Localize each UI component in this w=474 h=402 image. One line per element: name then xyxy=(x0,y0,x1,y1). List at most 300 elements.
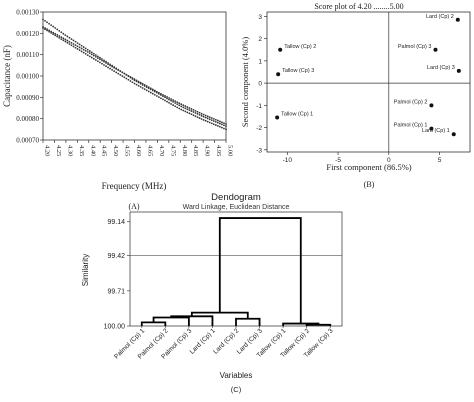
a-series-2-point xyxy=(217,120,219,122)
a-series-3-point xyxy=(178,108,180,110)
a-series-3-point xyxy=(207,121,209,123)
panel-b-points xyxy=(275,14,461,136)
a-series-2-point xyxy=(189,107,191,109)
a-series-2-point xyxy=(215,119,217,121)
a-series-3-point xyxy=(77,48,79,50)
a-series-3-point xyxy=(223,128,225,130)
b-score-point xyxy=(429,103,433,107)
a-series-2-point xyxy=(73,43,75,45)
b-score-point xyxy=(276,72,280,76)
a-series-2-point xyxy=(60,36,62,38)
a-series-3-point xyxy=(56,36,58,38)
a-series-1-point xyxy=(58,30,60,32)
a-y-tick-label: 0.00090 xyxy=(16,93,39,102)
a-series-1-point xyxy=(79,44,81,46)
a-series-1-point xyxy=(91,51,93,53)
a-series-3-point xyxy=(73,46,75,48)
a-series-1-point xyxy=(54,27,56,29)
panel-b-label: (B) xyxy=(363,180,375,189)
a-series-3-point xyxy=(115,71,117,73)
c-y-tick-label: 99.14 xyxy=(107,219,125,227)
a-series-1-point xyxy=(213,120,215,122)
b-score-point xyxy=(456,18,460,22)
a-series-3-point xyxy=(46,30,48,32)
a-series-3-point xyxy=(176,106,178,108)
a-series-1-point xyxy=(46,21,48,23)
a-series-2-point xyxy=(62,37,64,39)
a-series-1-point xyxy=(176,103,178,105)
a-series-1-point xyxy=(168,99,170,101)
a-series-1-point xyxy=(77,42,79,44)
a-series-2-point xyxy=(195,110,197,112)
a-series-3-point xyxy=(195,115,197,117)
a-series-1-point xyxy=(56,29,58,31)
a-x-tick-label: 4.80 xyxy=(180,145,188,157)
b-point-label: Lard (Cp) 1 xyxy=(421,128,450,135)
a-series-3-point xyxy=(172,104,174,106)
a-series-2-point xyxy=(166,96,168,98)
a-series-3-point xyxy=(199,117,201,119)
a-series-3-point xyxy=(189,112,191,114)
a-series-3-point xyxy=(193,114,195,116)
a-x-tick-label: 4.85 xyxy=(192,145,200,157)
a-series-2-point xyxy=(164,95,166,97)
a-series-1-point xyxy=(50,24,52,26)
a-series-2-point xyxy=(130,76,132,78)
a-series-2-point xyxy=(113,67,115,69)
panel-b-axes xyxy=(256,12,470,164)
a-x-tick-label: 4.65 xyxy=(146,145,154,157)
a-series-1-point xyxy=(180,105,182,107)
a-series-3-point xyxy=(144,88,146,90)
a-series-2-point xyxy=(156,91,158,93)
a-series-1-point xyxy=(73,40,75,42)
a-series-3-point xyxy=(130,80,132,82)
a-series-1-point xyxy=(219,123,221,125)
a-series-2-point xyxy=(146,85,148,87)
c-leaf-label: Palmol (Cp) 3 xyxy=(160,327,194,361)
a-series-1-point xyxy=(217,122,219,124)
a-series-3-point xyxy=(117,73,119,75)
a-series-3-point xyxy=(225,128,227,130)
a-series-3-point xyxy=(54,34,56,36)
a-series-2-point xyxy=(205,115,207,117)
panel-c-dendrogram xyxy=(130,218,342,326)
a-x-tick-label: 4.20 xyxy=(43,145,51,157)
a-series-2-point xyxy=(178,102,180,104)
a-y-tick-label: 0.00120 xyxy=(16,29,39,38)
a-series-3-point xyxy=(136,84,138,86)
a-series-1-point xyxy=(172,101,174,103)
a-series-3-point xyxy=(64,41,66,43)
a-series-3-point xyxy=(170,103,172,105)
b-x-tick-label: 5 xyxy=(437,157,442,164)
a-series-1-point xyxy=(44,20,46,22)
b-x-tick-label: -5 xyxy=(335,157,341,164)
a-series-1-point xyxy=(215,121,217,123)
panel-b xyxy=(240,2,470,189)
a-series-2-point xyxy=(69,41,71,43)
a-series-3-point xyxy=(121,75,123,77)
a-series-3-point xyxy=(150,92,152,94)
c-leaf-label: Tallow (Cp) 2 xyxy=(279,327,312,360)
a-x-tick-label: 4.55 xyxy=(123,145,131,157)
a-series-3-point xyxy=(105,65,107,67)
a-series-3-point xyxy=(109,68,111,70)
a-series-1-point xyxy=(225,125,227,127)
a-series-1-point xyxy=(97,55,99,57)
a-y-tick-label: 0.00130 xyxy=(16,8,39,17)
a-series-2-point xyxy=(109,65,111,67)
a-series-1-point xyxy=(75,41,77,43)
a-series-1-point xyxy=(186,108,188,110)
a-series-3-point xyxy=(42,27,44,29)
a-series-2-point xyxy=(223,122,225,124)
a-series-1-point xyxy=(93,53,95,55)
a-series-2-point xyxy=(184,105,186,107)
a-series-3-point xyxy=(180,109,182,111)
a-series-2-point xyxy=(191,108,193,110)
a-series-1-point xyxy=(89,50,91,52)
c-y-tick-label: 99.42 xyxy=(107,253,125,261)
a-series-1-point xyxy=(184,107,186,109)
a-series-2-point xyxy=(56,34,58,36)
a-series-1-point xyxy=(195,112,197,114)
a-series-2-point xyxy=(209,116,211,118)
a-series-3-point xyxy=(107,67,109,69)
a-series-1-point xyxy=(52,26,54,28)
a-series-2-point xyxy=(219,121,221,123)
a-series-2-point xyxy=(142,83,144,85)
a-series-2-point xyxy=(115,68,117,70)
a-series-2-point xyxy=(89,52,91,54)
panel-a-x-label: Frequency (MHz) xyxy=(101,181,167,191)
a-series-3-point xyxy=(93,58,95,60)
a-series-3-point xyxy=(197,116,199,118)
c-leaf-label: Lard (Cp) 1 xyxy=(188,327,217,356)
panel-a-label: (A) xyxy=(128,202,140,211)
a-series-2-point xyxy=(136,79,138,81)
b-score-point xyxy=(275,116,279,120)
a-series-2-point xyxy=(168,97,170,99)
a-series-1-point xyxy=(60,31,62,33)
a-x-tick-label: 4.45 xyxy=(100,145,108,157)
a-series-1-point xyxy=(48,23,50,25)
a-series-2-point xyxy=(180,103,182,105)
a-series-3-point xyxy=(123,76,125,78)
a-x-tick-label: 4.25 xyxy=(54,145,62,157)
a-series-3-point xyxy=(85,53,87,55)
a-series-3-point xyxy=(217,125,219,127)
b-x-tick-label: 0 xyxy=(386,157,391,164)
a-series-3-point xyxy=(184,111,186,113)
a-series-2-point xyxy=(75,44,77,46)
a-series-1-point xyxy=(178,104,180,106)
a-series-2-point xyxy=(144,84,146,86)
a-series-2-point xyxy=(87,51,89,53)
a-series-2-point xyxy=(83,49,85,51)
a-y-tick-label: 0.00100 xyxy=(16,72,39,81)
a-series-3-point xyxy=(182,110,184,112)
a-series-3-point xyxy=(146,89,148,91)
a-series-2-point xyxy=(170,98,172,100)
a-series-3-point xyxy=(91,57,93,59)
a-series-3-point xyxy=(221,127,223,129)
a-series-1-point xyxy=(62,33,64,35)
a-series-1-point xyxy=(87,49,89,51)
a-series-1-point xyxy=(67,36,69,38)
a-series-2-point xyxy=(71,42,73,44)
a-series-3-point xyxy=(205,120,207,122)
panel-b-title: Score plot of 4.20 ........5.00 xyxy=(314,2,404,11)
a-series-1-point xyxy=(207,118,209,120)
c-y-tick-label: 99.71 xyxy=(107,288,125,296)
a-series-2-point xyxy=(148,86,150,88)
panel-c-plot-frame xyxy=(130,212,342,326)
a-x-tick-label: 4.70 xyxy=(157,145,165,157)
a-series-2-point xyxy=(140,82,142,84)
panel-c-y-ticks xyxy=(104,219,130,330)
c-leaf-label: Lard (Cp) 2 xyxy=(212,327,241,356)
panel-b-y-label: Second component (4.0%) xyxy=(240,36,250,128)
a-series-2-point xyxy=(160,93,162,95)
a-series-2-point xyxy=(64,39,66,41)
a-series-3-point xyxy=(60,38,62,40)
a-series-3-point xyxy=(71,44,73,46)
a-x-tick-label: 5.00 xyxy=(226,145,234,157)
a-series-1-point xyxy=(99,57,101,59)
c-leaf-label: Palmol (Cp) 1 xyxy=(113,327,147,361)
a-series-3-point xyxy=(101,63,103,65)
a-series-1-point xyxy=(191,110,193,112)
a-x-tick-label: 4.40 xyxy=(89,145,97,157)
a-series-3-point xyxy=(160,97,162,99)
b-score-point xyxy=(457,69,461,73)
a-series-3-point xyxy=(148,91,150,93)
a-series-3-point xyxy=(174,105,176,107)
a-series-1-point xyxy=(189,109,191,111)
c-leaf-label: Palmol (Cp) 2 xyxy=(136,327,170,361)
a-series-2-point xyxy=(85,50,87,52)
a-y-tick-label: 0.00110 xyxy=(16,51,39,60)
a-series-2-point xyxy=(176,101,178,103)
a-series-1-point xyxy=(174,102,176,104)
b-point-label: Palmol (Cp) 1 xyxy=(393,122,428,129)
a-series-3-point xyxy=(67,42,69,44)
a-series-3-point xyxy=(166,101,168,103)
a-series-2-point xyxy=(193,109,195,111)
b-score-point xyxy=(278,48,282,52)
a-series-2-point xyxy=(93,55,95,57)
a-series-1-point xyxy=(81,45,83,47)
c-y-tick-label: 100.00 xyxy=(103,323,125,331)
a-series-3-point xyxy=(215,124,217,126)
a-series-3-point xyxy=(83,52,85,54)
a-series-3-point xyxy=(69,43,71,45)
a-series-2-point xyxy=(174,100,176,102)
c-leaf-label: Lard (Cp) 3 xyxy=(235,327,264,356)
a-series-2-point xyxy=(213,118,215,120)
a-x-tick-label: 4.95 xyxy=(215,145,223,157)
a-x-tick-label: 4.30 xyxy=(66,145,74,157)
c-merge-link-3 xyxy=(236,319,260,326)
a-series-1-point xyxy=(205,117,207,119)
a-x-tick-label: 4.75 xyxy=(169,145,177,157)
a-series-1-point xyxy=(83,46,85,48)
panel-a-y-label: Capacitance (nF) xyxy=(2,45,12,107)
b-y-tick-label: 1 xyxy=(258,58,262,66)
a-series-3-point xyxy=(156,95,158,97)
a-x-tick-label: 4.60 xyxy=(135,145,142,157)
a-series-3-point xyxy=(97,60,99,62)
a-series-3-point xyxy=(186,111,188,113)
a-series-2-point xyxy=(132,77,134,79)
a-series-3-point xyxy=(138,85,140,87)
b-point-label: Palmol (Cp) 2 xyxy=(393,99,428,106)
a-series-3-point xyxy=(219,126,221,128)
a-series-3-point xyxy=(95,59,97,61)
b-y-tick-label: -3 xyxy=(256,147,262,155)
a-series-3-point xyxy=(81,51,83,53)
c-leaf-label: Tallow (Cp) 3 xyxy=(302,327,335,360)
a-series-1-point xyxy=(211,119,213,121)
panel-a-points xyxy=(42,19,227,131)
a-series-3-point xyxy=(58,37,60,39)
a-series-2-point xyxy=(207,115,209,117)
a-series-2-point xyxy=(105,62,107,64)
c-leaf-label: Tallow (Cp) 1 xyxy=(255,327,288,360)
a-series-2-point xyxy=(58,35,60,37)
a-series-3-point xyxy=(48,31,50,33)
a-series-3-point xyxy=(134,83,136,85)
a-series-3-point xyxy=(191,113,193,115)
b-y-tick-label: 0 xyxy=(258,80,262,88)
a-series-3-point xyxy=(103,64,105,66)
a-series-3-point xyxy=(152,93,154,95)
a-series-3-point xyxy=(142,87,144,89)
b-x-tick-label: -10 xyxy=(282,157,293,164)
a-series-1-point xyxy=(199,114,201,116)
a-y-tick-label: 0.00080 xyxy=(16,115,39,124)
a-series-2-point xyxy=(197,111,199,113)
a-series-2-point xyxy=(201,113,203,115)
a-series-2-point xyxy=(199,112,201,114)
a-series-2-point xyxy=(203,114,205,116)
a-series-1-point xyxy=(69,37,71,39)
b-point-label: Tallow (Cp) 2 xyxy=(284,43,317,50)
panel-c-title: Dendogram xyxy=(211,192,261,203)
a-series-2-point xyxy=(79,47,81,49)
a-series-3-point xyxy=(154,94,156,96)
a-series-1-point xyxy=(85,48,87,50)
panel-c-subtitle: Ward Linkage, Euclidean Distance xyxy=(182,204,290,211)
a-series-1-point xyxy=(201,115,203,117)
panel-c-x-label: Variables xyxy=(219,371,253,380)
a-series-3-point xyxy=(168,102,170,104)
c-merge-link-1 xyxy=(142,322,166,326)
a-x-tick-label: 4.35 xyxy=(77,145,85,157)
a-series-2-point xyxy=(125,74,127,76)
a-series-3-point xyxy=(164,100,166,102)
a-series-3-point xyxy=(162,98,164,100)
a-series-1-point xyxy=(221,124,223,126)
a-series-3-point xyxy=(140,86,142,88)
a-series-2-point xyxy=(138,81,140,83)
a-series-1-point xyxy=(182,106,184,108)
c-merge-link-8 xyxy=(220,218,301,324)
a-series-3-point xyxy=(99,62,101,64)
b-y-tick-label: 3 xyxy=(258,13,262,21)
a-series-3-point xyxy=(62,39,64,41)
panel-b-x-label: First component (86.5%) xyxy=(326,162,412,172)
a-series-3-point xyxy=(158,96,160,98)
panel-c-leaf-labels xyxy=(113,326,335,361)
b-score-point xyxy=(452,132,456,136)
a-series-2-point xyxy=(99,58,101,60)
a-series-2-point xyxy=(225,123,227,125)
a-series-2-point xyxy=(221,121,223,123)
a-series-2-point xyxy=(158,92,160,94)
a-series-2-point xyxy=(172,99,174,101)
a-series-1-point xyxy=(193,111,195,113)
a-series-3-point xyxy=(113,70,115,72)
a-series-3-point xyxy=(119,74,121,76)
panel-c-label: (C) xyxy=(230,385,242,394)
a-series-3-point xyxy=(111,69,113,71)
a-series-2-point xyxy=(150,87,152,89)
a-series-3-point xyxy=(213,123,215,125)
a-series-2-point xyxy=(211,117,213,119)
a-series-2-point xyxy=(152,89,154,91)
panel-c xyxy=(81,192,342,394)
a-x-tick-label: 4.90 xyxy=(203,145,211,157)
a-series-2-point xyxy=(77,45,79,47)
panel-a-plot-frame xyxy=(43,12,226,140)
a-series-1-point xyxy=(42,19,44,21)
a-series-1-point xyxy=(71,38,73,40)
a-series-3-point xyxy=(127,79,129,81)
a-series-2-point xyxy=(127,75,129,77)
b-point-label: Tallow (Cp) 3 xyxy=(282,68,315,75)
a-series-3-point xyxy=(87,54,89,56)
a-series-2-point xyxy=(97,57,99,59)
a-series-2-point xyxy=(123,73,125,75)
a-series-1-point xyxy=(203,116,205,118)
a-series-3-point xyxy=(50,32,52,34)
b-y-tick-label: -2 xyxy=(256,125,262,133)
a-series-2-point xyxy=(67,40,69,42)
a-series-2-point xyxy=(186,106,188,108)
a-series-3-point xyxy=(203,119,205,121)
a-series-2-point xyxy=(111,66,113,68)
a-series-1-point xyxy=(95,54,97,56)
a-series-2-point xyxy=(117,69,119,71)
a-series-2-point xyxy=(119,70,121,72)
a-series-1-point xyxy=(209,118,211,120)
b-score-point xyxy=(433,48,437,52)
a-series-3-point xyxy=(209,122,211,124)
panel-c-y-label: Similarity xyxy=(81,253,90,287)
a-series-3-point xyxy=(132,81,134,83)
a-series-3-point xyxy=(52,33,54,35)
a-series-2-point xyxy=(101,60,103,62)
a-series-3-point xyxy=(44,28,46,30)
a-series-1-point xyxy=(64,34,66,36)
a-series-2-point xyxy=(54,33,56,35)
b-point-label: Lard (Cp) 2 xyxy=(425,13,454,20)
panel-a-y-ticks xyxy=(16,9,43,145)
a-series-2-point xyxy=(134,78,136,80)
